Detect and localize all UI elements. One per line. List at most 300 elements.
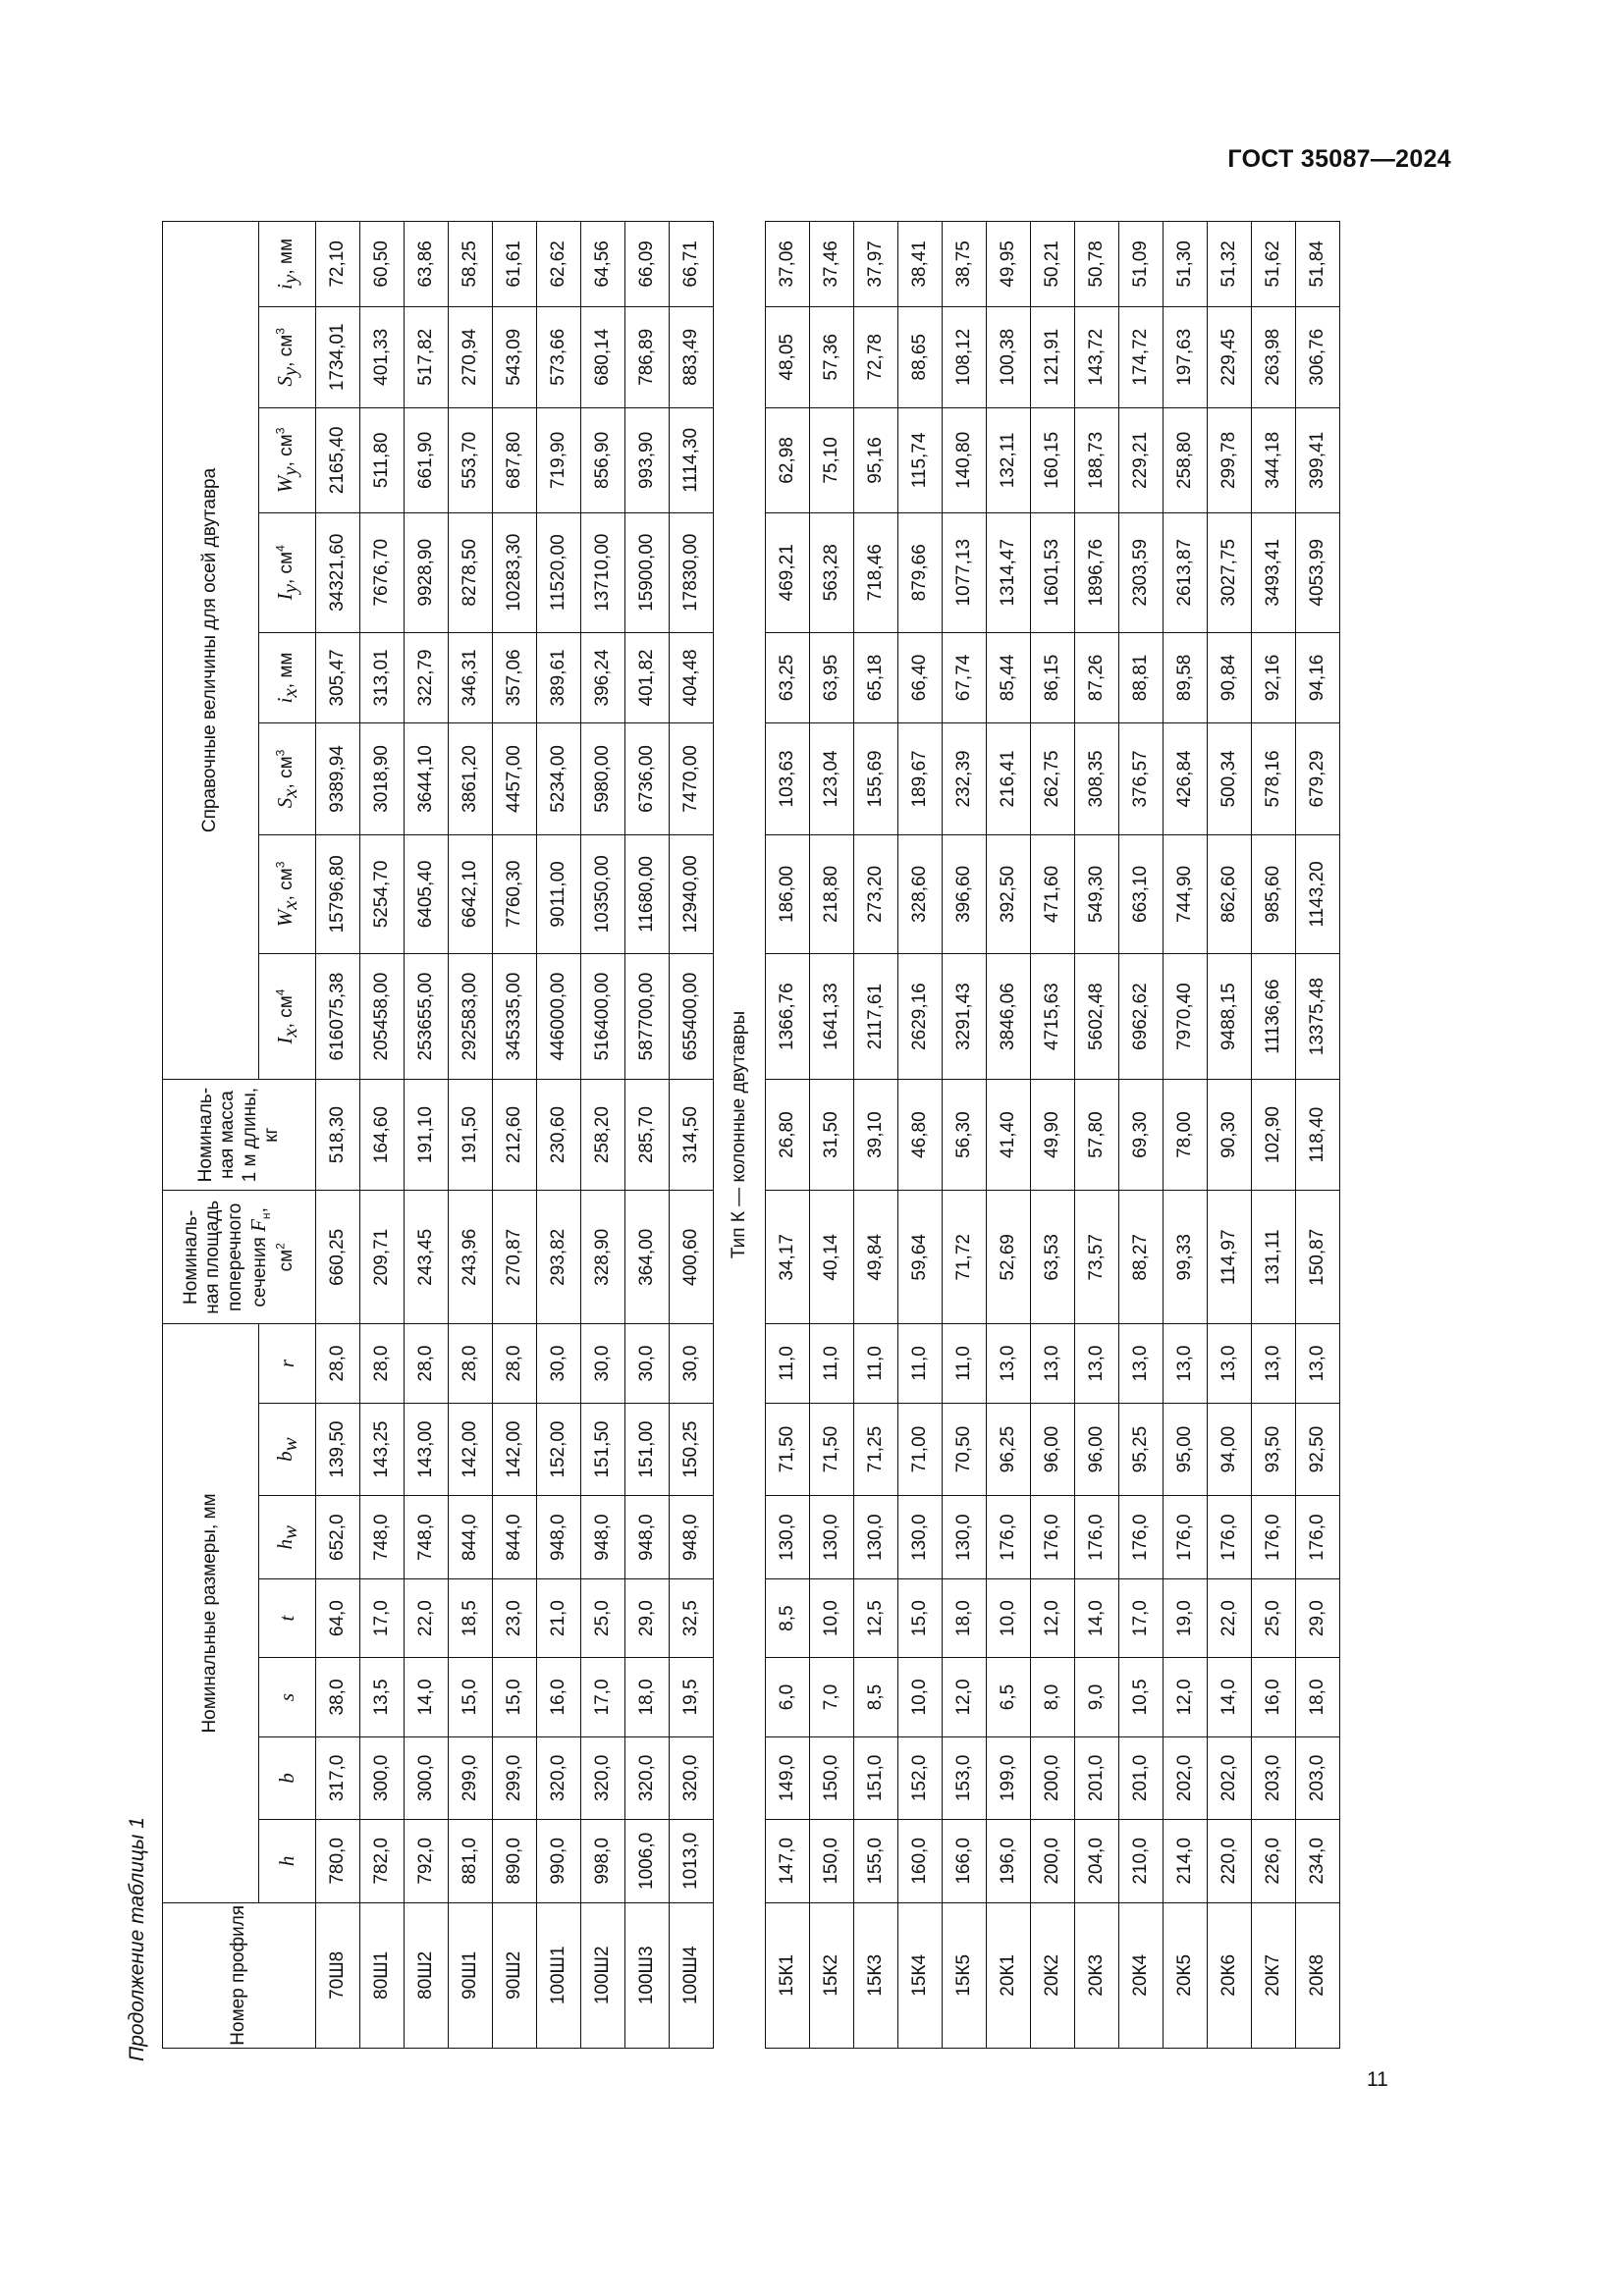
- table-cell: 130,0: [810, 1496, 854, 1578]
- table-cell: 93,50: [1252, 1403, 1296, 1496]
- table-cell: 29,0: [625, 1578, 670, 1657]
- table-cell: 66,09: [625, 222, 670, 307]
- table-cell: 46,80: [898, 1079, 943, 1190]
- table-cell: 262,75: [1031, 723, 1075, 834]
- table-row: [670, 222, 714, 2049]
- table-cell: 13,0: [1164, 1324, 1208, 1403]
- table-cell: 446000,00: [537, 954, 581, 1080]
- profile-number-cell: 20К3: [1075, 1902, 1119, 2048]
- table-cell: 22,0: [1208, 1578, 1252, 1657]
- table-cell: 11,0: [854, 1324, 898, 1403]
- table-caption: Продолжение таблицы 1: [126, 1817, 148, 2061]
- header-iy-inertia: $I_y$, $см^4$: [259, 512, 316, 632]
- table-cell: 28,0: [316, 1324, 360, 1403]
- table-cell: 948,0: [625, 1496, 670, 1578]
- table-cell: 345335,00: [493, 954, 537, 1080]
- table-row: [1164, 222, 1208, 2049]
- table-cell: 150,25: [670, 1403, 714, 1496]
- table-cell: 205458,00: [360, 954, 405, 1080]
- table-cell: 142,00: [493, 1403, 537, 1496]
- table-cell: 3846,06: [987, 954, 1031, 1080]
- table-cell: 70,50: [943, 1403, 987, 1496]
- table-row: [1252, 222, 1296, 2049]
- table-cell: 2629,16: [898, 954, 943, 1080]
- table-cell: 392,50: [987, 834, 1031, 954]
- table-cell: 313,01: [360, 632, 405, 723]
- header-bw: $b_w$: [259, 1403, 316, 1496]
- table-cell: 218,80: [810, 834, 854, 954]
- table-cell: 12940,00: [670, 834, 714, 954]
- table-cell: 28,0: [493, 1324, 537, 1403]
- table-cell: 2303,59: [1119, 512, 1164, 632]
- table-cell: 57,80: [1075, 1079, 1119, 1190]
- section-label-k: Тип К — колонные двутавры: [714, 222, 766, 2049]
- profile-number-cell: 15К4: [898, 1902, 943, 2048]
- table-cell: 147,0: [766, 1820, 810, 1902]
- table-cell: 578,16: [1252, 723, 1296, 834]
- table-cell: 26,80: [766, 1079, 810, 1190]
- table-cell: 28,0: [449, 1324, 493, 1403]
- table-cell: 19,5: [670, 1658, 714, 1736]
- table-cell: 13,0: [1119, 1324, 1164, 1403]
- table-cell: 10,0: [810, 1578, 854, 1657]
- table-row: [810, 222, 854, 2049]
- table-cell: 102,90: [1252, 1079, 1296, 1190]
- table-cell: 270,87: [493, 1191, 537, 1324]
- table-cell: 879,66: [898, 512, 943, 632]
- table-cell: 40,14: [810, 1191, 854, 1324]
- table-cell: 1143,20: [1296, 834, 1340, 954]
- table-cell: 16,0: [537, 1658, 581, 1736]
- table-cell: 998,0: [581, 1820, 625, 1902]
- table-cell: 232,39: [943, 723, 987, 834]
- table-row: [987, 222, 1031, 2049]
- table-cell: 320,0: [581, 1736, 625, 1819]
- table-cell: 108,12: [943, 306, 987, 407]
- table-cell: 200,0: [1031, 1820, 1075, 1902]
- table-cell: 130,0: [898, 1496, 943, 1578]
- table-cell: 90,84: [1208, 632, 1252, 723]
- table-cell: 1006,0: [625, 1820, 670, 1902]
- table-cell: 12,0: [1031, 1578, 1075, 1657]
- table-cell: 38,41: [898, 222, 943, 307]
- table-cell: 71,25: [854, 1403, 898, 1496]
- table-cell: 226,0: [1252, 1820, 1296, 1902]
- table-cell: 63,95: [810, 632, 854, 723]
- table-cell: 95,25: [1119, 1403, 1164, 1496]
- table-cell: 176,0: [1164, 1496, 1208, 1578]
- table-cell: 18,0: [1296, 1658, 1340, 1736]
- profile-number-cell: 20К8: [1296, 1902, 1340, 2048]
- table-cell: 212,60: [493, 1079, 537, 1190]
- table-cell: 214,0: [1164, 1820, 1208, 1902]
- table-cell: 39,10: [854, 1079, 898, 1190]
- table-cell: 22,0: [405, 1578, 449, 1657]
- table-cell: 660,25: [316, 1191, 360, 1324]
- table-cell: 71,50: [766, 1403, 810, 1496]
- table-cell: 6,0: [766, 1658, 810, 1736]
- table-cell: 652,0: [316, 1496, 360, 1578]
- table-cell: 15900,00: [625, 512, 670, 632]
- header-dims-group: Номинальные размеры, мм: [163, 1324, 259, 1902]
- table-cell: 6405,40: [405, 834, 449, 954]
- header-wy: $W_y$, $см^3$: [259, 407, 316, 512]
- table-cell: 131,11: [1252, 1191, 1296, 1324]
- table-row: [1075, 222, 1119, 2049]
- table-cell: 143,00: [405, 1403, 449, 1496]
- table-cell: 140,80: [943, 407, 987, 512]
- table-cell: 61,61: [493, 222, 537, 307]
- table-cell: 49,84: [854, 1191, 898, 1324]
- table-cell: 143,72: [1075, 306, 1119, 407]
- table-cell: 37,97: [854, 222, 898, 307]
- table-cell: 30,0: [670, 1324, 714, 1403]
- table-cell: 14,0: [1208, 1658, 1252, 1736]
- table-cell: 273,20: [854, 834, 898, 954]
- table-cell: 573,66: [537, 306, 581, 407]
- table-cell: 50,21: [1031, 222, 1075, 307]
- table-cell: 48,05: [766, 306, 810, 407]
- table-cell: 10,5: [1119, 1658, 1164, 1736]
- table-cell: 993,90: [625, 407, 670, 512]
- table-cell: 258,80: [1164, 407, 1208, 512]
- table-cell: 6642,10: [449, 834, 493, 954]
- table-cell: 3644,10: [405, 723, 449, 834]
- table-cell: 4053,99: [1296, 512, 1340, 632]
- table-cell: 9928,90: [405, 512, 449, 632]
- table-cell: 253655,00: [405, 954, 449, 1080]
- table-cell: 1734,01: [316, 306, 360, 407]
- table-cell: 300,0: [405, 1736, 449, 1819]
- table-cell: 203,0: [1296, 1736, 1340, 1819]
- table-cell: 56,30: [943, 1079, 987, 1190]
- table-cell: 401,33: [360, 306, 405, 407]
- table-cell: 11,0: [898, 1324, 943, 1403]
- profiles-table: [162, 221, 1340, 2049]
- rotated-table-container: [162, 221, 1411, 2049]
- table-cell: 5602,48: [1075, 954, 1119, 1080]
- table-cell: 396,60: [943, 834, 987, 954]
- table-cell: 500,34: [1208, 723, 1252, 834]
- table-cell: 67,74: [943, 632, 987, 723]
- table-cell: 985,60: [1252, 834, 1296, 954]
- table-cell: 11,0: [766, 1324, 810, 1403]
- table-cell: 118,40: [1296, 1079, 1340, 1190]
- table-cell: 196,0: [987, 1820, 1031, 1902]
- table-cell: 661,90: [405, 407, 449, 512]
- table-row: [581, 222, 625, 2049]
- table-cell: 130,0: [766, 1496, 810, 1578]
- table-cell: 210,0: [1119, 1820, 1164, 1902]
- table-row: [943, 222, 987, 2049]
- table-cell: 11,0: [810, 1324, 854, 1403]
- table-cell: 209,71: [360, 1191, 405, 1324]
- table-cell: 197,63: [1164, 306, 1208, 407]
- table-cell: 8,5: [766, 1578, 810, 1657]
- table-cell: 71,50: [810, 1403, 854, 1496]
- table-cell: 71,00: [898, 1403, 943, 1496]
- table-cell: 49,95: [987, 222, 1031, 307]
- table-cell: 16,0: [1252, 1658, 1296, 1736]
- table-cell: 100,38: [987, 306, 1031, 407]
- table-cell: 1601,53: [1031, 512, 1075, 632]
- table-cell: 5254,70: [360, 834, 405, 954]
- table-cell: 322,79: [405, 632, 449, 723]
- table-cell: 176,0: [987, 1496, 1031, 1578]
- table-cell: 786,89: [625, 306, 670, 407]
- table-cell: 14,0: [405, 1658, 449, 1736]
- table-cell: 243,45: [405, 1191, 449, 1324]
- header-iy-radius: $i_y$, мм: [259, 222, 316, 307]
- table-cell: 96,25: [987, 1403, 1031, 1496]
- table-cell: 115,74: [898, 407, 943, 512]
- table-cell: 130,0: [943, 1496, 987, 1578]
- table-cell: 103,63: [766, 723, 810, 834]
- table-cell: 3027,75: [1208, 512, 1252, 632]
- table-cell: 176,0: [1252, 1496, 1296, 1578]
- table-cell: 748,0: [360, 1496, 405, 1578]
- table-cell: 15,0: [449, 1658, 493, 1736]
- table-cell: 5980,00: [581, 723, 625, 834]
- table-cell: 62,62: [537, 222, 581, 307]
- table-cell: 176,0: [1296, 1496, 1340, 1578]
- table-cell: 37,46: [810, 222, 854, 307]
- table-cell: 11,0: [943, 1324, 987, 1403]
- table-cell: 719,90: [537, 407, 581, 512]
- header-h: h: [259, 1820, 316, 1902]
- table-cell: 64,56: [581, 222, 625, 307]
- profile-number-cell: 20К2: [1031, 1902, 1075, 2048]
- table-cell: 9,0: [1075, 1658, 1119, 1736]
- table-cell: 7760,30: [493, 834, 537, 954]
- table-cell: 51,84: [1296, 222, 1340, 307]
- table-cell: 7676,70: [360, 512, 405, 632]
- table-cell: 6962,62: [1119, 954, 1164, 1080]
- table-cell: 1641,33: [810, 954, 854, 1080]
- table-cell: 50,78: [1075, 222, 1119, 307]
- header-hw: $h_w$: [259, 1496, 316, 1578]
- table-cell: 471,60: [1031, 834, 1075, 954]
- table-cell: 10,0: [987, 1578, 1031, 1657]
- table-row: [449, 222, 493, 2049]
- table-cell: 748,0: [405, 1496, 449, 1578]
- table-cell: 32,5: [670, 1578, 714, 1657]
- header-ref-group: Справочные величины для осей двутавра: [163, 222, 259, 1080]
- page-number: 11: [1367, 2068, 1388, 2091]
- table-cell: 153,0: [943, 1736, 987, 1819]
- table-cell: 62,98: [766, 407, 810, 512]
- table-cell: 87,26: [1075, 632, 1119, 723]
- table-cell: 426,84: [1164, 723, 1208, 834]
- table-cell: 28,0: [405, 1324, 449, 1403]
- table-cell: 229,21: [1119, 407, 1164, 512]
- profile-number-cell: 80Ш1: [360, 1902, 405, 2048]
- table-cell: 1366,76: [766, 954, 810, 1080]
- table-cell: 13,0: [1031, 1324, 1075, 1403]
- table-cell: 41,40: [987, 1079, 1031, 1190]
- table-cell: 17,0: [581, 1658, 625, 1736]
- profile-number-cell: 15К1: [766, 1902, 810, 2048]
- profile-number-cell: 20К7: [1252, 1902, 1296, 2048]
- table-cell: 856,90: [581, 407, 625, 512]
- table-cell: 13,0: [987, 1324, 1031, 1403]
- table-cell: 844,0: [493, 1496, 537, 1578]
- table-cell: 51,30: [1164, 222, 1208, 307]
- table-cell: 401,82: [625, 632, 670, 723]
- table-cell: 2613,87: [1164, 512, 1208, 632]
- table-cell: 71,72: [943, 1191, 987, 1324]
- header-profile: Номер профиля: [163, 1902, 316, 2048]
- table-row: [537, 222, 581, 2049]
- table-cell: 881,0: [449, 1820, 493, 1902]
- table-cell: 399,41: [1296, 407, 1340, 512]
- table-cell: 258,20: [581, 1079, 625, 1190]
- header-b: b: [259, 1736, 316, 1819]
- table-cell: 38,0: [316, 1658, 360, 1736]
- table-cell: 65,18: [854, 632, 898, 723]
- table-cell: 4715,63: [1031, 954, 1075, 1080]
- table-cell: 13375,48: [1296, 954, 1340, 1080]
- table-cell: 199,0: [987, 1736, 1031, 1819]
- table-cell: 176,0: [1031, 1496, 1075, 1578]
- table-cell: 29,0: [1296, 1578, 1340, 1657]
- table-cell: 663,10: [1119, 834, 1164, 954]
- table-cell: 123,04: [810, 723, 854, 834]
- table-cell: 12,5: [854, 1578, 898, 1657]
- table-cell: 3861,20: [449, 723, 493, 834]
- table-cell: 200,0: [1031, 1736, 1075, 1819]
- table-cell: 72,78: [854, 306, 898, 407]
- table-cell: 300,0: [360, 1736, 405, 1819]
- table-cell: 543,09: [493, 306, 537, 407]
- table-cell: 72,10: [316, 222, 360, 307]
- table-cell: 21,0: [537, 1578, 581, 1657]
- table-row: [854, 222, 898, 2049]
- table-cell: 948,0: [581, 1496, 625, 1578]
- table-cell: 64,0: [316, 1578, 360, 1657]
- table-cell: 52,69: [987, 1191, 1031, 1324]
- table-cell: 95,00: [1164, 1403, 1208, 1496]
- profile-number-cell: 15К3: [854, 1902, 898, 2048]
- table-cell: 314,50: [670, 1079, 714, 1190]
- table-cell: 5234,00: [537, 723, 581, 834]
- table-cell: 7970,40: [1164, 954, 1208, 1080]
- table-cell: 25,0: [1252, 1578, 1296, 1657]
- table-cell: 155,0: [854, 1820, 898, 1902]
- table-cell: 143,25: [360, 1403, 405, 1496]
- table-cell: 160,0: [898, 1820, 943, 1902]
- table-cell: 229,45: [1208, 306, 1252, 407]
- table-cell: 364,00: [625, 1191, 670, 1324]
- table-cell: 12,0: [943, 1658, 987, 1736]
- table-body-k: [714, 222, 1340, 2049]
- table-cell: 11136,66: [1252, 954, 1296, 1080]
- table-cell: 176,0: [1208, 1496, 1252, 1578]
- table-cell: 69,30: [1119, 1079, 1164, 1190]
- table-cell: 34,17: [766, 1191, 810, 1324]
- table-cell: 948,0: [670, 1496, 714, 1578]
- table-cell: 7470,00: [670, 723, 714, 834]
- table-cell: 89,58: [1164, 632, 1208, 723]
- table-row: [766, 222, 810, 2049]
- table-cell: 780,0: [316, 1820, 360, 1902]
- table-cell: 220,0: [1208, 1820, 1252, 1902]
- table-cell: 469,21: [766, 512, 810, 632]
- table-cell: 17,0: [1119, 1578, 1164, 1657]
- table-cell: 166,0: [943, 1820, 987, 1902]
- table-cell: 150,0: [810, 1736, 854, 1819]
- table-cell: 862,60: [1208, 834, 1252, 954]
- table-cell: 176,0: [1119, 1496, 1164, 1578]
- profile-number-cell: 100Ш4: [670, 1902, 714, 2048]
- table-cell: 306,76: [1296, 306, 1340, 407]
- table-cell: 99,33: [1164, 1191, 1208, 1324]
- table-cell: 587700,00: [625, 954, 670, 1080]
- table-cell: 990,0: [537, 1820, 581, 1902]
- table-cell: 31,50: [810, 1079, 854, 1190]
- table-cell: 176,0: [1075, 1496, 1119, 1578]
- table-cell: 66,40: [898, 632, 943, 723]
- header-sx: $S_x$, $см^3$: [259, 723, 316, 834]
- table-cell: 151,00: [625, 1403, 670, 1496]
- table-cell: 152,0: [898, 1736, 943, 1819]
- table-cell: 616075,38: [316, 954, 360, 1080]
- table-cell: 9011,00: [537, 834, 581, 954]
- table-cell: 37,06: [766, 222, 810, 307]
- table-cell: 11680,00: [625, 834, 670, 954]
- table-cell: 883,49: [670, 306, 714, 407]
- table-cell: 13,0: [1075, 1324, 1119, 1403]
- header-sy: $S_y$, $см^3$: [259, 306, 316, 407]
- document-code: ГОСТ 35087—2024: [1227, 145, 1451, 173]
- table-cell: 4457,00: [493, 723, 537, 834]
- table-cell: 317,0: [316, 1736, 360, 1819]
- table-cell: 12,0: [1164, 1658, 1208, 1736]
- table-cell: 10350,00: [581, 834, 625, 954]
- table-cell: 63,53: [1031, 1191, 1075, 1324]
- table-cell: 744,90: [1164, 834, 1208, 954]
- table-cell: 3493,41: [1252, 512, 1296, 632]
- table-cell: 90,30: [1208, 1079, 1252, 1190]
- table-cell: 13710,00: [581, 512, 625, 632]
- table-cell: 92,50: [1296, 1403, 1340, 1496]
- table-cell: 9389,94: [316, 723, 360, 834]
- table-cell: 13,0: [1208, 1324, 1252, 1403]
- section-row-k: [714, 222, 766, 2049]
- table-cell: 216,41: [987, 723, 1031, 834]
- table-cell: 516400,00: [581, 954, 625, 1080]
- table-cell: 680,14: [581, 306, 625, 407]
- table-cell: 30,0: [581, 1324, 625, 1403]
- table-cell: 49,90: [1031, 1079, 1075, 1190]
- table-cell: 51,32: [1208, 222, 1252, 307]
- table-cell: 92,16: [1252, 632, 1296, 723]
- table-cell: 142,00: [449, 1403, 493, 1496]
- table-cell: 18,0: [625, 1658, 670, 1736]
- table-cell: 320,0: [625, 1736, 670, 1819]
- table-cell: 308,35: [1075, 723, 1119, 834]
- table-cell: 149,0: [766, 1736, 810, 1819]
- header-mass-label: Номиналь- ная масса 1 м длины, кг: [194, 1087, 282, 1183]
- table-cell: 59,64: [898, 1191, 943, 1324]
- table-cell: 15796,80: [316, 834, 360, 954]
- header-ix-radius: $i_x$, мм: [259, 632, 316, 723]
- table-cell: 344,18: [1252, 407, 1296, 512]
- table-cell: 8,0: [1031, 1658, 1075, 1736]
- table-cell: 78,00: [1164, 1079, 1208, 1190]
- table-cell: 234,0: [1296, 1820, 1340, 1902]
- table-cell: 243,96: [449, 1191, 493, 1324]
